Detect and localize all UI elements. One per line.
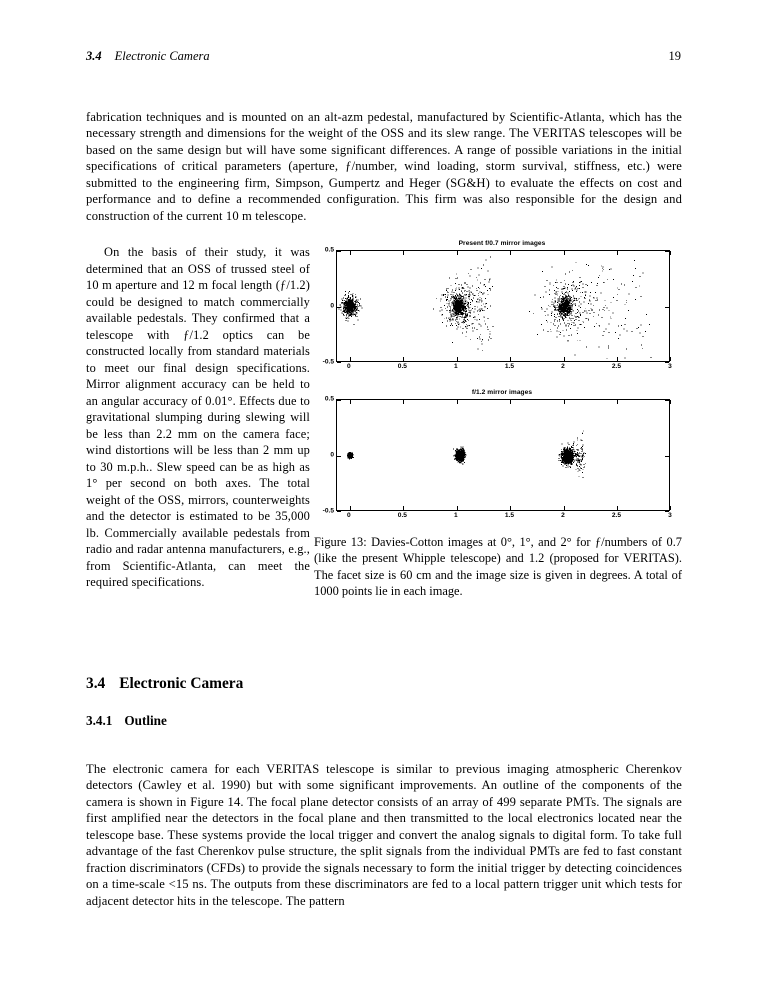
x-axis-tick-top: [350, 251, 351, 255]
plot-f07-title: Present f/0.7 mirror images: [458, 240, 546, 247]
x-axis-tick-top: [403, 251, 404, 255]
y-tick-label: 0.5: [324, 246, 334, 254]
x-tick-label: 1: [454, 512, 458, 519]
y-axis-tick: [337, 456, 341, 457]
x-tick-label: 3: [668, 512, 672, 519]
y-axis-tick-right: [665, 251, 669, 252]
x-axis-tick-top: [350, 400, 351, 404]
y-tick-label: -0.5: [322, 507, 334, 515]
x-tick-label: 0.5: [397, 363, 407, 370]
x-axis-tick-top: [510, 400, 511, 404]
x-axis-tick-top: [564, 400, 565, 404]
x-axis-tick: [670, 506, 671, 510]
x-tick-label: 0: [347, 363, 351, 370]
x-axis-tick-top: [617, 400, 618, 404]
y-axis-tick: [337, 251, 341, 252]
running-header: [86, 48, 681, 64]
plot-f07-points: [337, 251, 669, 361]
y-tick-label: 0: [330, 302, 334, 310]
x-axis-tick: [564, 506, 565, 510]
x-axis-tick-top: [617, 251, 618, 255]
heading-electronic-camera-number: 3.4: [86, 675, 106, 692]
x-tick-label: 2: [561, 363, 565, 370]
x-axis-tick-top: [457, 251, 458, 255]
x-axis-tick: [457, 506, 458, 510]
page-number: 19: [668, 49, 681, 63]
x-axis-tick: [403, 357, 404, 361]
figure-caption: [314, 534, 682, 599]
x-axis-tick-top: [670, 251, 671, 255]
x-tick-label: 0: [347, 512, 351, 519]
heading-outline-title: Outline: [124, 713, 167, 728]
x-axis-tick: [350, 357, 351, 361]
y-tick-label: 0.5: [324, 395, 334, 403]
x-tick-label: 2.5: [611, 363, 622, 370]
x-axis-tick-top: [670, 400, 671, 404]
plot-f07-x-tick-labels: [336, 362, 670, 375]
running-header-section-title: Electronic Camera: [114, 49, 210, 63]
figure-caption-text: Davies-Cotton images at 0°, 1°, and 2° for ƒ/numbers of 0.7 (like the present Whipple telescope) and 1.2 (proposed for VERITAS). The facet size is 60 cm and the image size is given in degrees. A total of 1000 points lie in each image.: [314, 535, 682, 598]
running-header-section-number: 3.4: [86, 49, 102, 63]
x-tick-label: 1.5: [504, 363, 515, 370]
paragraph-fabrication: fabrication techniques and is mounted on an alt-azm pedestal, manufactured by Scientific-Atlanta, which has the necessary strength and dimensions for the weight of the OSS and its slew range. The VERITAS telescopes will be based on the same design but will have some significant differences. A range of possible variations in the initial specifications of critical parameters (aperture, ƒ/number, wind loading, storm survival, stiffness, etc.) were submitted to the engineering firm, Simpson, Gumpertz and Heger (SG&H) to evaluate the effects on cost and performance and to define a recommended configuration. This firm was also responsible for the design and construction of the current 10 m telescope.: [86, 109, 682, 223]
y-axis-tick: [337, 307, 341, 308]
plot-f07-y-tick-labels: [314, 246, 335, 366]
x-tick-label: 1.5: [504, 512, 515, 519]
plot-f07-axes: [336, 250, 670, 362]
x-tick-label: 2.5: [611, 512, 622, 519]
x-axis-tick: [510, 357, 511, 361]
plot-f12-y-tick-labels: [314, 395, 335, 515]
x-axis-tick: [350, 506, 351, 510]
y-axis-tick-right: [665, 456, 669, 457]
plot-f07: [314, 238, 682, 375]
heading-outline: [86, 712, 167, 730]
x-axis-tick-top: [457, 400, 458, 404]
scatter-point-cloud: [347, 430, 586, 478]
x-axis-tick: [510, 506, 511, 510]
y-axis-tick-right: [665, 400, 669, 401]
x-axis-tick-top: [403, 400, 404, 404]
y-axis-tick-right: [665, 307, 669, 308]
x-tick-label: 3: [668, 363, 672, 370]
x-tick-label: 2: [561, 512, 565, 519]
x-tick-label: 0.5: [397, 512, 407, 519]
plot-f12-axes: [336, 399, 670, 511]
y-axis-tick: [337, 400, 341, 401]
heading-outline-number: 3.4.1: [86, 713, 113, 728]
plot-f12-x-tick-labels: [336, 511, 670, 524]
x-axis-tick: [617, 357, 618, 361]
x-axis-tick: [403, 506, 404, 510]
x-axis-tick: [670, 357, 671, 361]
heading-electronic-camera: [86, 674, 243, 694]
plot-f12-points: [337, 400, 669, 510]
x-tick-label: 1: [454, 363, 458, 370]
figure-13: [314, 238, 682, 599]
x-axis-tick: [564, 357, 565, 361]
x-axis-tick-top: [564, 251, 565, 255]
y-tick-label: -0.5: [322, 358, 334, 366]
figure-caption-label: Figure 13:: [314, 535, 367, 549]
plot-spacer: [314, 375, 682, 387]
x-axis-tick-top: [510, 251, 511, 255]
x-axis-tick: [617, 506, 618, 510]
scatter-point-cloud: [339, 256, 652, 361]
y-tick-label: 0: [330, 451, 334, 459]
plot-f12: [314, 387, 682, 524]
plot-f12-title: f/1.2 mirror images: [471, 389, 533, 396]
paragraph-oss-study: On the basis of their study, it was determined that an OSS of trussed steel of 10 m aperture and 12 m focal length (ƒ/1.2) could be designed to match commercially available pedestals. They confirmed that a telescope with ƒ/1.2 optics can be constructed locally from standard materials to meet our final design specifications. Mirror alignment accuracy can be held to an angular accuracy of 0.01°. Effects due to gravitational slumping during slewing will be less than 2.2 mm on the camera face; wind distortions will be less than 2 mm up to 30 m.p.h.. Slew speed can be as high as 1° per second on both axes. The total weight of the OSS, mirrors, counterweights and the detector is estimated to be 35,000 lb. Commercially available pedestals from radio and radar antenna manufacturers, e.g., from Scientific-Atlanta, can meet the required specifications.: [86, 245, 310, 590]
paragraph-electronic-camera: The electronic camera for each VERITAS telescope is similar to previous imaging atmospheric Cherenkov detectors (Cawley et al. 1990) but with some significant improvements. An outline of the components of the camera is shown in Figure 14. The focal plane detector consists of an array of 499 separate PMTs. The signals are first amplified near the detectors in the focal plane and then transmitted to the local electronics located near the telescope base. These systems provide the local trigger and convert the analog signals to digital form. To take full advantage of the fast Cherenkov pulse structure, the split signals from the individual PMTs are fed to fast constant fraction discriminators (CFDs) to provide the signals necessary to form the initial trigger by detecting coincidences on a time-scale <15 ns. The outputs from these discriminators are fed to a local pattern trigger unit which tests for adjacent detector hits in the telescope. The pattern: [86, 761, 682, 908]
x-axis-tick: [457, 357, 458, 361]
heading-electronic-camera-title: Electronic Camera: [119, 675, 244, 692]
